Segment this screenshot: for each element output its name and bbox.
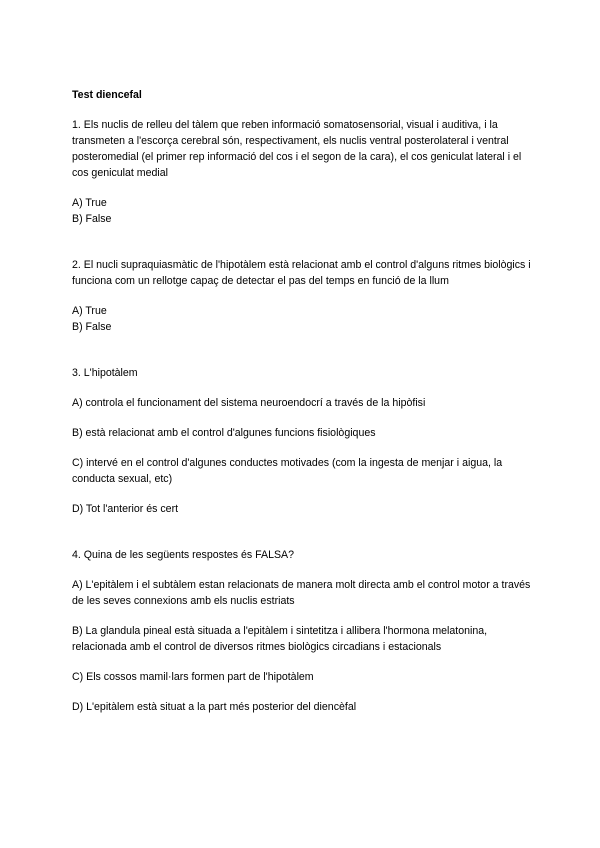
question-1-options <box>72 195 532 227</box>
question-4 <box>72 547 532 715</box>
question-3-text: 3. L'hipotàlem <box>72 367 138 379</box>
question-2-text: 2. El nucli supraquiasmàtic de l'hipotàlem està relacionat amb el control d'alguns ritmes biològics i funciona com un rellotge capaç de detectar el pas del temps en funció de la llum <box>72 259 531 287</box>
question-1-option-b: B) False <box>72 213 112 225</box>
question-2 <box>72 257 532 335</box>
question-2-option-a: A) True <box>72 305 107 317</box>
document-content <box>72 87 532 715</box>
document-title: Test diencefal <box>72 89 142 101</box>
question-4-text: 4. Quina de les següents respostes és FALSA? <box>72 549 295 561</box>
question-3-option-d: D) Tot l'anterior és cert <box>72 503 179 515</box>
question-3 <box>72 365 532 517</box>
question-4-option-b: B) La glandula pineal està situada a l'epitàlem i sintetitza i allibera l'hormona melatonina, relacionada amb el control de diversos ritmes biològics circadians i estacionals <box>72 625 488 653</box>
question-3-option-b: B) està relacionat amb el control d'algunes funcions fisiològiques <box>72 427 376 439</box>
question-4-option-c: C) Els cossos mamil·lars formen part de l'hipotàlem <box>72 671 314 683</box>
question-2-option-b: B) False <box>72 321 112 333</box>
question-1-option-a: A) True <box>72 197 107 209</box>
question-2-options <box>72 303 532 335</box>
question-4-option-a: A) L'epitàlem i el subtàlem estan relacionats de manera molt directa amb el control motor a través de les seves connexions amb els nuclis estriats <box>72 579 531 607</box>
question-1-text: 1. Els nuclis de relleu del tàlem que reben informació somatosensorial, visual i auditiva, i la transmeten a l'escorça cerebral són, respectivament, els nuclis ventral posterolateral i ventral posteromedial (el primer rep informació del cos i el segon de la cara), el cos geniculat lateral i el cos geniculat medial <box>72 119 522 179</box>
question-4-option-d: D) L'epitàlem està situat a la part més posterior del diencèfal <box>72 701 357 713</box>
question-3-option-c: C) intervé en el control d'algunes conductes motivades (com la ingesta de menjar i aigua, la conducta sexual, etc) <box>72 457 503 485</box>
question-3-option-a: A) controla el funcionament del sistema neuroendocrí a través de la hipòfisi <box>72 397 426 409</box>
question-1 <box>72 117 532 227</box>
